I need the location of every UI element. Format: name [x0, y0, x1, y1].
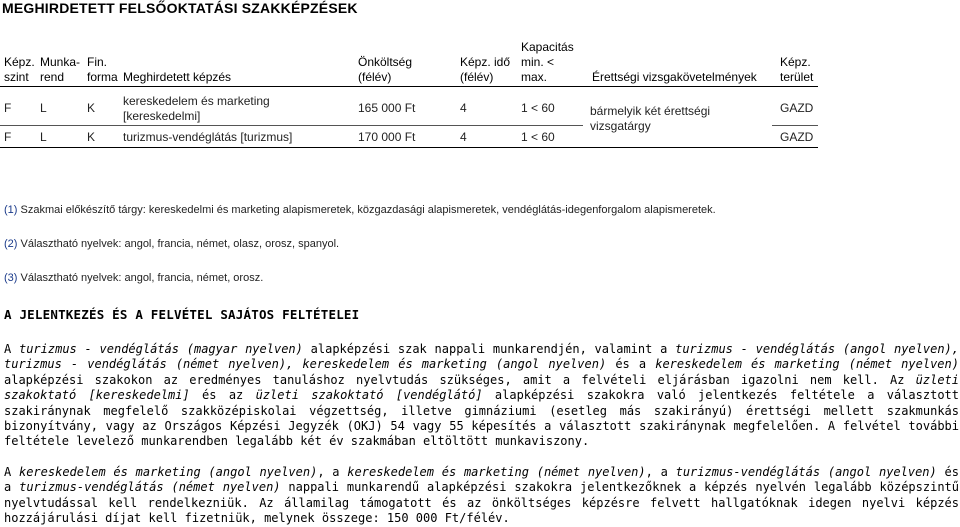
cell-kapacitas: 1 < 60	[521, 101, 555, 115]
header-kepz-ido: Képz. idő (félév)	[460, 55, 511, 84]
cell-kepzes: kereskedelem és marketing [kereskedelmi]	[123, 94, 270, 123]
row-divider	[772, 125, 818, 126]
cell-onkoltseg: 170 000 Ft	[358, 130, 416, 144]
cell-rend: L	[40, 130, 47, 144]
paragraph-language-requirements: A kereskedelem és marketing (angol nyelven), a kereskedelem és marketing (német nyelven), a turizmus-vendéglátás (angol nyelven) és a turizmus-vendéglátás (német nyelven) nappali munkarendű alapképzési szakokra jelentkezőknek a képzés nyelvén legalább középszintű nyelvtudással kell rendelkezniük. Az államilag támogatott és az önköltséges képzésre felvett hallgatóknak idegen nyelvi képzés hozzájárulási díjat kell fizetniük, melynek összege: 150 000 Ft/félév.	[4, 465, 959, 526]
paragraph-conditions: A turizmus - vendéglátás (magyar nyelven) alapképzési szak nappali munkarendjén, valamint a turizmus - vendéglátás (angol nyelven), turizmus - vendéglátás (német nyelven), kereskedelem és marketing (angol nyelven) és a kereskedelem és marketing (német nyelven) alapképzési szakokon az eredményes tanuláshoz nyelvtudás szükséges, amit a felvételi eljárásban igazolni nem kell. Az üzleti szakoktató [kereskedelmi] és az üzleti szakoktató [vendéglátó] alapképzési szakokra való jelentkezés feltétele a választott szakiránynak megfelelő szakközépiskolai végzettség, illetve gimnáziumi (esetleg más szakirányú) érettségi mellett szakmunkás bizonyítvány, vagy az Országos Képzési Jegyzék (OKJ) 54 vagy 55 képesítés a választott szakiránynak megfelelően. A felvétel további feltétele levelező munkarendben legalább két év szakmában eltöltött munkaviszony.	[4, 342, 959, 449]
header-kepzes: Meghirdetett képzés	[123, 70, 232, 84]
footnote-2: (2) Választható nyelvek: angol, francia, német, olasz, orosz, spanyol.	[4, 238, 340, 250]
cell-forma: K	[87, 130, 96, 144]
table-bottom-border	[0, 147, 818, 148]
footnote-3: (3) Választható nyelvek: angol, francia, német, orosz.	[4, 272, 264, 284]
header-kepz-terulet: Képz. terület	[780, 55, 814, 84]
row-divider	[0, 125, 583, 126]
cell-terulet: GAZD	[780, 101, 814, 115]
cell-kapacitas: 1 < 60	[521, 130, 555, 144]
cell-kepzes: turizmus-vendéglátás [turizmus]	[123, 130, 293, 144]
cell-rend: L	[40, 101, 47, 115]
header-kapacitas: Kapacitás min. < max.	[521, 40, 574, 84]
header-fin-forma: Fin. forma	[87, 55, 118, 84]
footnote-1: (1) Szakmai előkészítő tárgy: kereskedelmi és marketing alapismeretek, közgazdasági alapismeretek, vendéglátás-idegenforgalom alapismeretek.	[4, 204, 716, 216]
header-munkarend: Munka- rend	[40, 55, 81, 84]
cell-ido: 4	[460, 130, 467, 144]
cell-szint: F	[4, 101, 12, 115]
cell-onkoltseg: 165 000 Ft	[358, 101, 416, 115]
cell-terulet: GAZD	[780, 130, 814, 144]
section-title: A JELENTKEZÉS ÉS A FELVÉTEL SAJÁTOS FELTÉTELEI	[4, 307, 360, 322]
header-erettsegi: Érettségi vizsgakövetelmények	[592, 70, 757, 84]
header-onkoltseg: Önköltség (félév)	[358, 55, 413, 84]
header-divider	[0, 86, 818, 87]
cell-ido: 4	[460, 101, 467, 115]
cell-erettsegi: bármelyik két érettségi vizsgatárgy	[590, 104, 711, 133]
header-kepz-szint: Képz. szint	[4, 55, 35, 84]
page-title: MEGHIRDETETT FELSŐOKTATÁSI SZAKKÉPZÉSEK	[2, 0, 358, 16]
cell-szint: F	[4, 130, 12, 144]
cell-forma: K	[87, 101, 96, 115]
